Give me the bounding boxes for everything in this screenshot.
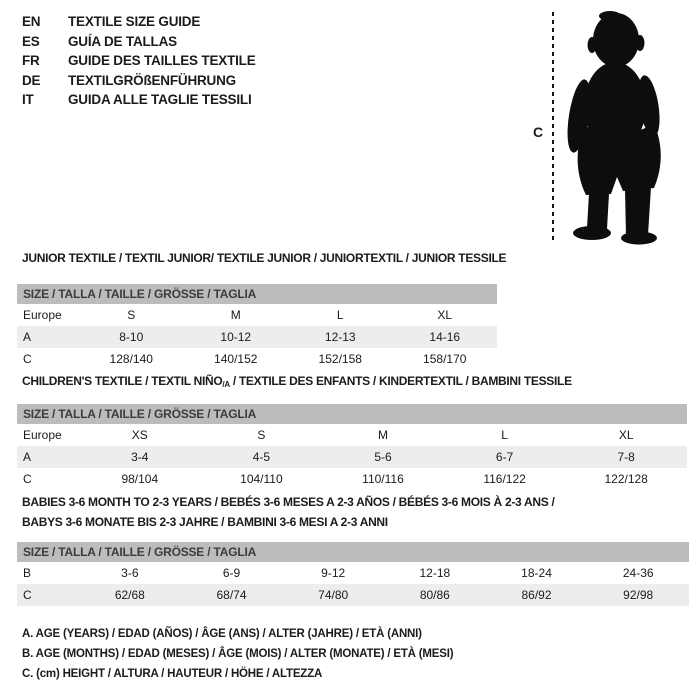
row-label: B <box>23 566 32 580</box>
children-section-title <box>22 374 572 389</box>
language-label: GUÍA DE TALLAS <box>68 33 177 49</box>
junior-section-title <box>22 251 506 265</box>
children-title-subscript: /A <box>222 380 230 389</box>
row-label: A <box>23 450 32 464</box>
height-dashed-line <box>552 12 554 244</box>
table-cell: 92/98 <box>623 588 654 602</box>
table-cell: 3-4 <box>131 450 149 464</box>
table-row <box>17 468 687 490</box>
table-cell: 12-13 <box>324 330 356 344</box>
table-row <box>17 424 687 446</box>
table-size-header: SIZE / TALLA / TAILLE / GRÖSSE / TAGLIA <box>17 404 687 424</box>
table-cell: L <box>336 308 344 322</box>
table-row <box>17 584 689 606</box>
table-size-header: SIZE / TALLA / TAILLE / GRÖSSE / TAGLIA <box>17 284 497 304</box>
babies-title-line1: BABIES 3-6 MONTH TO 2-3 YEARS / BEBÉS 3-6 MESES A 2-3 AÑOS / BÉBÉS 3-6 MOIS À 2-3 ANS / <box>22 495 555 509</box>
table-cell: 18-24 <box>521 566 552 580</box>
table-cell: 110/116 <box>362 472 404 486</box>
table-row <box>17 326 497 348</box>
legend <box>22 624 453 684</box>
row-label: C <box>23 588 32 602</box>
table-cell: 62/68 <box>114 588 145 602</box>
row-label: C <box>23 472 32 486</box>
language-code: DE <box>22 72 41 88</box>
row-label: Europe <box>23 428 62 442</box>
table-cell: 6-9 <box>222 566 241 580</box>
table-cell: 24-36 <box>622 566 654 580</box>
table-cell: M <box>230 308 241 322</box>
table-cell: 74/80 <box>318 588 349 602</box>
table-cell: S <box>127 308 136 322</box>
row-label: Europe <box>23 308 62 322</box>
table-cell: 7-8 <box>617 450 635 464</box>
table-cell: 6-7 <box>495 450 514 464</box>
table-cell: L <box>501 428 508 442</box>
table-cell: M <box>377 428 388 442</box>
language-row <box>22 51 256 71</box>
row-label: C <box>23 352 32 366</box>
language-row <box>22 90 256 110</box>
table-cell: 80/86 <box>419 588 450 602</box>
language-code: EN <box>22 14 41 29</box>
table-cell: 12-18 <box>419 566 451 580</box>
language-row <box>22 32 256 52</box>
table-cell: 86/92 <box>521 588 552 602</box>
language-label: GUIDA ALLE TAGLIE TESSILI <box>68 92 252 107</box>
table-cell: 158/170 <box>423 352 467 366</box>
language-label: TEXTILE SIZE GUIDE <box>68 14 201 29</box>
table-cell: 104/110 <box>240 472 283 486</box>
table-row <box>17 446 687 468</box>
table-cell: 4-5 <box>252 450 271 464</box>
language-code: IT <box>22 92 34 107</box>
junior-size-table <box>17 284 497 370</box>
children-title-pre: CHILDREN'S TEXTILE / TEXTIL NIÑO <box>22 374 223 388</box>
table-cell: 98/104 <box>121 472 159 486</box>
table-cell: 8-10 <box>119 330 144 344</box>
language-label: GUIDE DES TAILLES TEXTILE <box>68 53 256 68</box>
language-row <box>22 71 256 91</box>
table-row <box>17 348 497 370</box>
table-cell: XL <box>437 308 453 322</box>
babies-title-line2: BABYS 3-6 MONATE BIS 2-3 JAHRE / BAMBINI 3-6 MESI A 2-3 ANNI <box>22 515 388 529</box>
language-code: ES <box>22 33 40 49</box>
legend-line: A. AGE (YEARS) / EDAD (AÑOS) / ÂGE (ANS) / ALTER (JAHRE) / ETÀ (ANNI) <box>22 628 422 640</box>
language-row <box>22 12 256 32</box>
table-cell: 116/122 <box>483 472 526 486</box>
table-cell: 122/128 <box>604 472 648 486</box>
language-list <box>22 12 256 110</box>
table-cell: 68/74 <box>216 588 247 602</box>
table-size-header: SIZE / TALLA / TAILLE / GRÖSSE / TAGLIA <box>17 542 689 562</box>
babies-size-table <box>17 542 689 606</box>
table-cell: 152/158 <box>318 352 362 366</box>
table-cell: S <box>257 428 266 442</box>
size-figure <box>530 8 695 250</box>
legend-line: C. (cm) HEIGHT / ALTURA / HAUTEUR / HÖHE / ALTEZZA <box>22 668 323 680</box>
table-row <box>17 562 689 584</box>
language-label: TEXTILGRÖßENFÜHRUNG <box>68 72 236 88</box>
table-cell: 5-6 <box>374 450 392 464</box>
height-measure-label: C <box>533 124 544 140</box>
language-code: FR <box>22 53 40 68</box>
junior-title-text: JUNIOR TEXTILE / TEXTIL JUNIOR/ TEXTILE JUNIOR / JUNIORTEXTIL / JUNIOR TESSILE <box>22 251 507 265</box>
table-cell: XL <box>618 428 634 442</box>
babies-section-title <box>22 492 554 532</box>
table-cell: 9-12 <box>321 566 346 580</box>
children-title-post: / TEXTILE DES ENFANTS / KINDERTEXTIL / BAMBINI TESSILE <box>229 374 572 388</box>
table-cell: XS <box>131 428 148 442</box>
table-cell: 3-6 <box>121 566 139 580</box>
table-cell: 10-12 <box>220 330 252 344</box>
table-row <box>17 304 497 326</box>
table-cell: 128/140 <box>109 352 153 366</box>
table-cell: 140/152 <box>214 352 258 366</box>
table-cell: 14-16 <box>429 330 461 344</box>
baby-silhouette-image <box>564 10 686 246</box>
children-size-table <box>17 404 687 490</box>
row-label: A <box>23 330 32 344</box>
legend-line: B. AGE (MONTHS) / EDAD (MESES) / ÂGE (MOIS) / ALTER (MONATE) / ETÀ (MESI) <box>22 648 454 660</box>
